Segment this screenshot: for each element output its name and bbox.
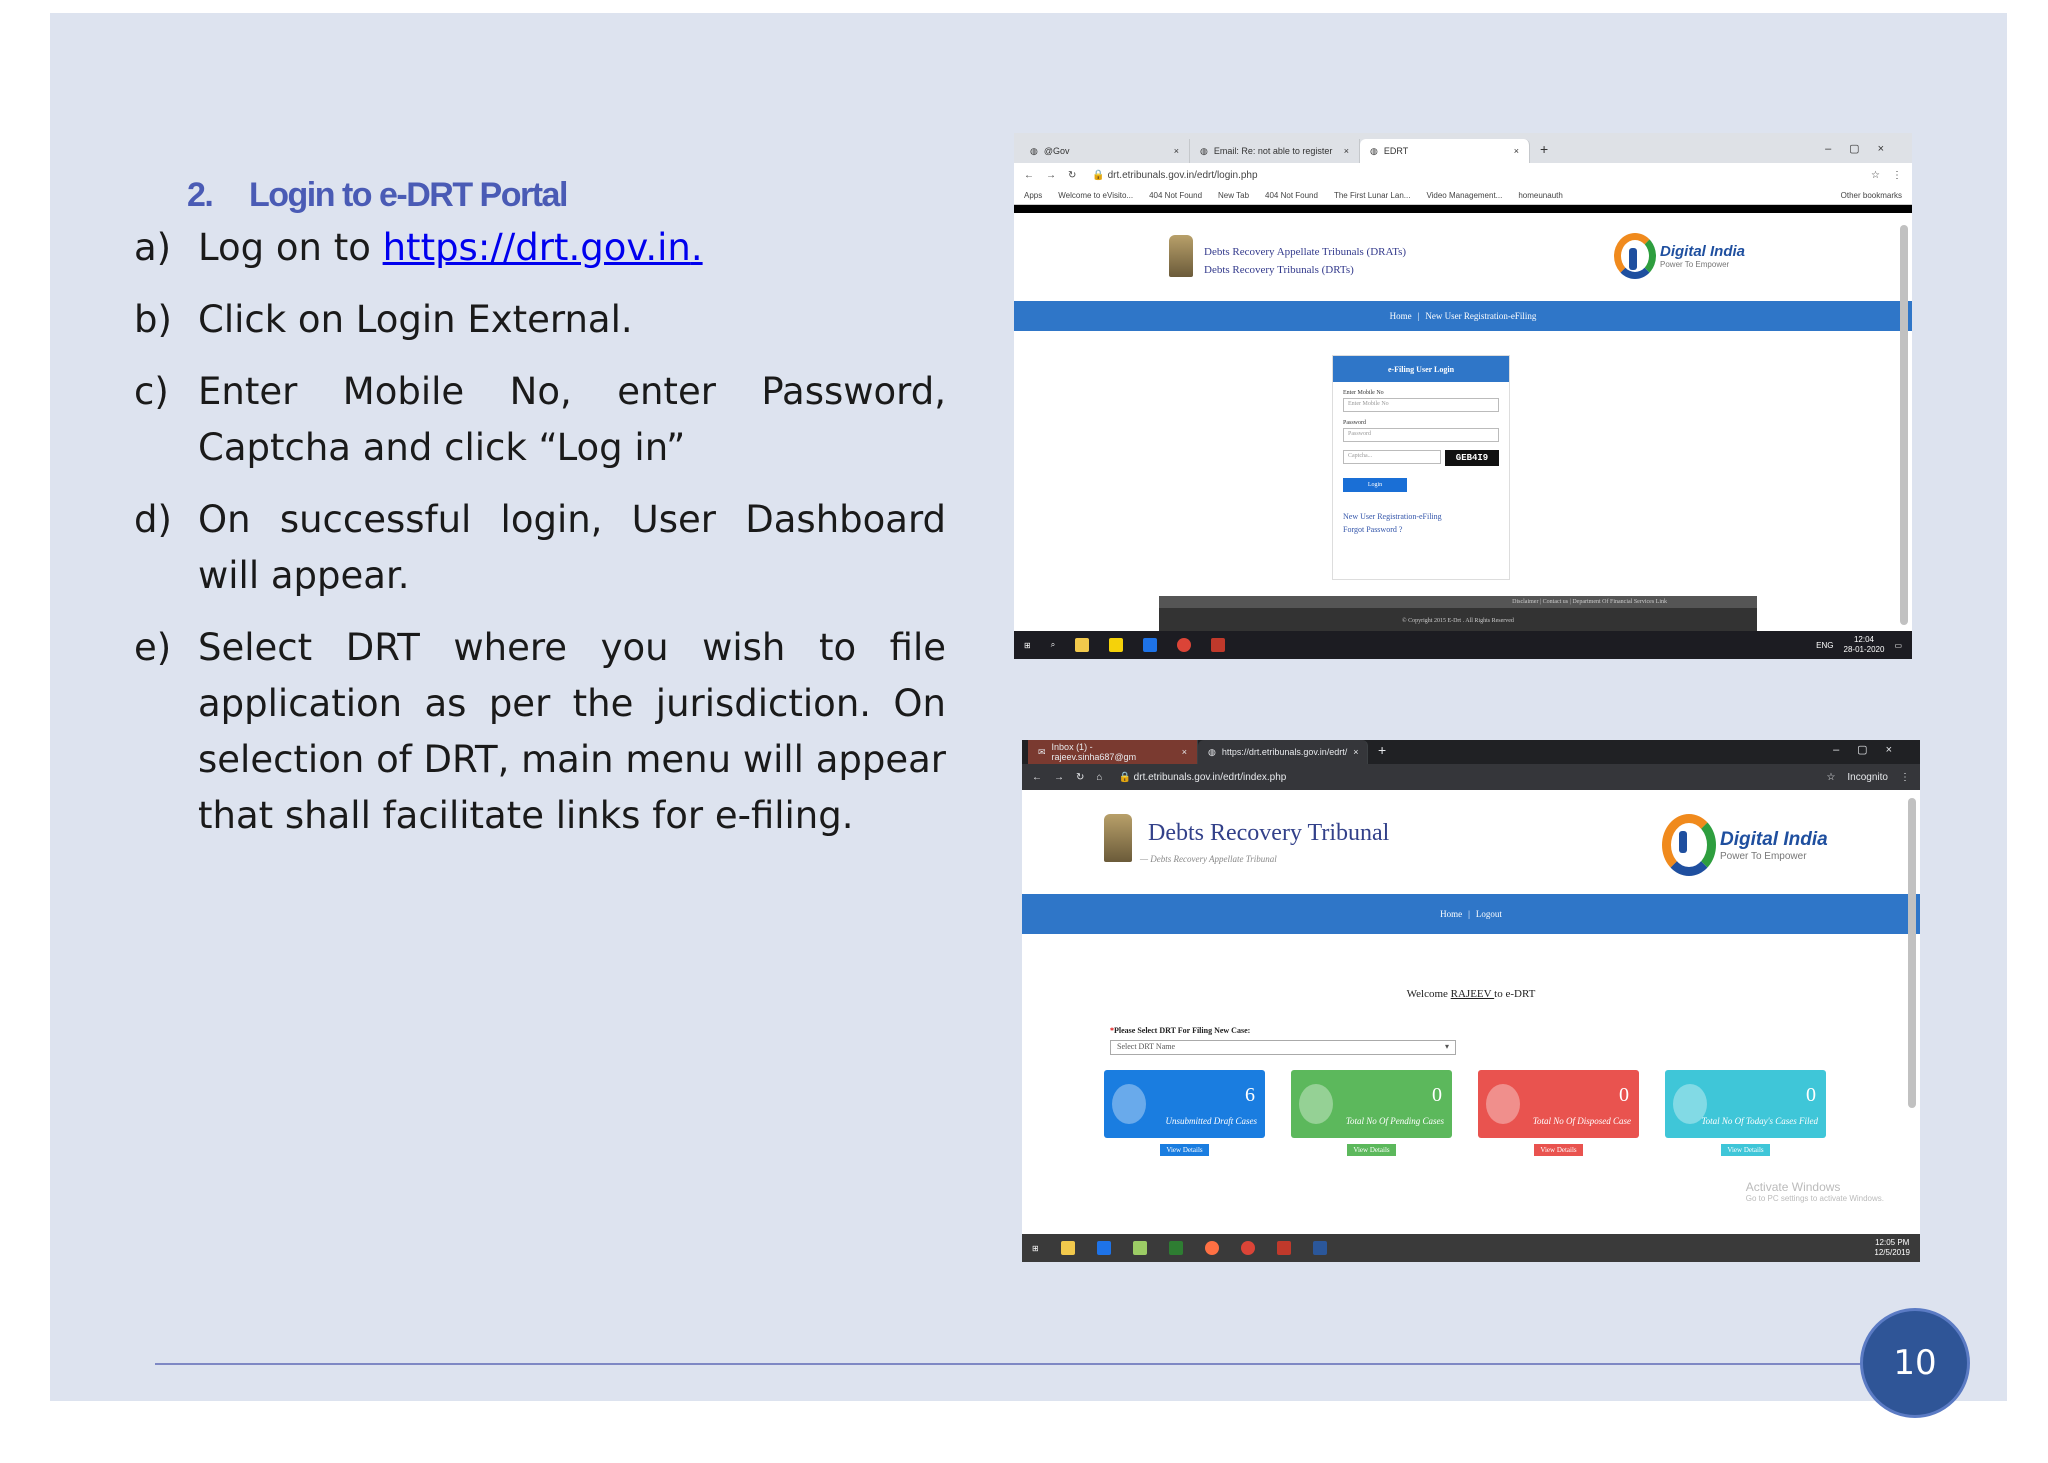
welcome-pre: Welcome [1406,988,1451,1000]
bookmarks-bar [1014,187,1912,205]
close-icon[interactable]: × [1353,747,1359,757]
window-controls-icon[interactable]: –▢× [1833,744,1910,756]
di-title: Digital India [1660,243,1746,260]
mail-icon: ✉ [1038,746,1046,757]
digital-india-logo [1662,814,1828,876]
folder-icon[interactable] [1061,1241,1075,1255]
mobile-label: Enter Mobile No [1343,390,1384,396]
chrome-icon[interactable] [1241,1241,1255,1255]
steps-list [134,220,946,860]
step-text [198,220,946,276]
browser-tab[interactable] [1190,139,1360,163]
incognito-label[interactable]: Incognito [1847,771,1888,783]
di-title: Digital India [1720,828,1828,850]
password-label: Password [1343,420,1367,426]
url-text: drt.etribunals.gov.in/edrt/index.php [1133,771,1287,783]
bookmark-item[interactable]: 404 Not Found [1265,191,1318,200]
bookmark-item[interactable]: homeunauth [1518,191,1563,200]
folder-icon[interactable] [1075,638,1089,652]
site-nav [1014,301,1912,331]
menu-icon[interactable]: ⋮ [1900,771,1910,783]
other-bookmarks[interactable]: Other bookmarks [1840,191,1902,200]
pdf-icon[interactable] [1211,638,1225,652]
nav-separator: | [1417,311,1420,321]
stat-card-wrap [1104,1070,1265,1156]
login-screenshot [1014,133,1912,659]
card-label: Total No Of Disposed Case [1532,1116,1631,1126]
activate-windows-watermark [1746,1180,1884,1203]
card-decoration-icon [1112,1084,1146,1124]
nav-registration[interactable]: New User Registration-eFiling [1425,311,1537,321]
nav-separator: | [1468,909,1470,919]
step-text: Select DRT where you wish to file application as per the jurisdiction. On selection of DRT, main menu will appear that shall facilitate links for e-filing. [198,626,946,837]
login-form [1332,355,1510,580]
login-button[interactable]: Login [1343,478,1407,492]
browser-tabbar [1022,740,1920,764]
org-names [1204,243,1406,279]
mobile-input[interactable]: Enter Mobile No [1343,398,1499,412]
step-text: Enter Mobile No, enter Password, Captcha and click “Log in” [198,370,946,469]
browser-tabbar [1014,133,1912,163]
notification-icon[interactable]: ▭ [1894,640,1902,650]
bookmark-item[interactable]: New Tab [1218,191,1250,200]
di-sub: Power To Empower [1660,260,1730,269]
star-icon[interactable]: ☆ [1871,169,1880,181]
lock-icon: 🔒 [1118,771,1134,783]
footer-divider [155,1363,1865,1365]
page-number-badge [1860,1308,1970,1418]
address-row [1022,764,1920,790]
scrollbar[interactable] [1900,225,1908,625]
bookmark-item[interactable]: The First Lunar Lan... [1333,191,1411,200]
address-bar[interactable] [1088,166,1859,184]
home-icon[interactable]: ⌂ [1096,771,1103,783]
step-letter: a) [134,226,172,269]
site-subtitle: — Debts Recovery Appellate Tribunal [1140,854,1277,864]
emblem-logo [1104,814,1132,862]
view-details-button[interactable]: View Details [1534,1144,1582,1156]
card-label: Total No Of Pending Cases [1345,1116,1444,1126]
card-decoration-icon [1299,1084,1333,1124]
welcome-user: RAJEEV [1450,988,1495,1000]
address-row [1014,163,1912,187]
step-letter: b) [134,298,172,341]
card-count: 0 [1432,1084,1442,1106]
browser-tab[interactable] [1028,740,1198,764]
system-tray [1874,1238,1910,1258]
register-link[interactable]: New User Registration-eFiling [1343,512,1442,521]
stat-cards [1104,1070,1826,1156]
site-header [1014,213,1912,301]
clock-time: 12:04 [1853,635,1874,644]
globe-icon: ◍ [1370,145,1378,156]
site-footer [1159,596,1757,636]
tab-label: @Gov [1043,146,1070,156]
org-line: Debts Recovery Tribunals (DRTs) [1204,264,1354,276]
nav-home[interactable]: Home [1389,311,1412,321]
welcome-message [1022,988,1920,1000]
di-sub: Power To Empower [1720,850,1807,862]
select-label-text: Please Select DRT For Filing New Case: [1114,1026,1251,1035]
step-e [134,620,946,844]
nav-logout[interactable]: Logout [1475,909,1502,919]
step-letter: c) [134,370,169,413]
step-text: On successful login, User Dashboard will appear. [198,498,946,597]
new-tab-icon[interactable]: + [1540,141,1549,157]
close-icon[interactable]: × [1513,146,1519,156]
activate-sub: Go to PC settings to activate Windows. [1745,1194,1884,1203]
captcha-image: GEB4I9 [1445,450,1499,466]
step-letter: d) [134,498,172,541]
windows-taskbar [1014,631,1912,659]
search-icon[interactable]: ⌕ [1050,640,1056,649]
help-icon[interactable] [1109,638,1123,652]
scrollbar[interactable] [1908,798,1916,1108]
draft-cases-card[interactable] [1104,1070,1265,1138]
drt-link[interactable]: https://drt.gov.in [382,226,691,269]
heading-number: 2. [187,176,213,214]
tab-label: EDRT [1383,146,1409,156]
stat-card-wrap [1291,1070,1452,1156]
windows-taskbar [1022,1234,1920,1262]
file-icon[interactable] [1133,1241,1147,1255]
stat-card-wrap [1665,1070,1826,1156]
system-tray [1816,635,1902,655]
back-icon[interactable]: ← [1024,169,1034,181]
clock-date: 12/5/2019 [1874,1248,1910,1257]
word-icon[interactable] [1313,1241,1327,1255]
globe-icon: ◍ [1030,145,1038,156]
captcha-row [1343,450,1499,466]
language-indicator[interactable]: ENG [1816,640,1834,650]
dashboard-screenshot [1022,740,1920,1262]
site-header [1022,790,1920,894]
org-line: Debts Recovery Appellate Tribunals (DRATs) [1204,246,1407,258]
step-b [134,292,946,348]
step-a [134,220,946,276]
clock-date: 28-01-2020 [1843,645,1885,654]
ie-icon[interactable] [1097,1241,1111,1255]
pending-cases-card[interactable] [1291,1070,1452,1138]
reload-icon[interactable]: ↻ [1068,169,1077,181]
url-text: drt.etribunals.gov.in/edrt/login.php [1107,169,1258,181]
required-mark: * [1110,1026,1114,1035]
digital-india-icon [1614,233,1656,279]
window-controls-icon[interactable]: –▢× [1825,143,1902,155]
chrome-icon[interactable] [1177,638,1191,652]
copyright: © Copyright 2015 E-Drt . All Rights Reserved [1402,618,1514,624]
chevron-down-icon: ▾ [1444,1042,1449,1051]
windows-start-icon[interactable]: ⊞ [1032,1243,1039,1253]
digital-india-icon [1662,814,1716,876]
close-icon[interactable]: × [1343,146,1349,156]
browser-tab[interactable] [1020,139,1190,163]
step-c [134,364,946,476]
back-icon[interactable]: ← [1032,771,1042,783]
bookmark-item[interactable]: Video Management... [1426,191,1503,200]
todays-cases-card[interactable] [1665,1070,1826,1138]
forward-icon[interactable]: → [1046,169,1056,181]
forgot-password-link[interactable]: Forgot Password ? [1343,525,1403,534]
menu-icon[interactable]: ⋮ [1892,169,1902,181]
edge-icon[interactable] [1143,638,1157,652]
view-details-button[interactable]: View Details [1160,1144,1208,1156]
welcome-post: to e-DRT [1494,988,1536,1000]
card-count: 6 [1245,1084,1255,1106]
step-prefix: Log on to [198,226,383,269]
step-suffix: . [690,226,703,269]
lock-icon: 🔒 [1092,169,1108,181]
bookmark-item[interactable]: 404 Not Found [1149,191,1203,200]
close-icon[interactable]: × [1181,747,1187,757]
tab-label: Email: Re: not able to register [1213,146,1333,156]
site-title: Debts Recovery Tribunal [1148,820,1390,846]
step-letter: e) [134,626,172,669]
heading-title: Login to e-DRT Portal [249,176,567,214]
reload-icon[interactable]: ↻ [1076,771,1085,783]
step-d [134,492,946,604]
new-tab-icon[interactable]: + [1378,742,1387,758]
drt-select[interactable] [1110,1040,1456,1055]
star-icon[interactable]: ☆ [1826,771,1836,783]
card-count: 0 [1806,1084,1816,1106]
card-count: 0 [1619,1084,1629,1106]
windows-start-icon[interactable]: ⊞ [1024,640,1031,650]
page-number: 10 [1893,1343,1937,1383]
card-decoration-icon [1486,1084,1520,1124]
clock[interactable] [1844,635,1885,655]
disposed-cases-card[interactable] [1478,1070,1639,1138]
address-bar[interactable] [1114,768,1814,786]
forward-icon[interactable]: → [1054,771,1064,783]
footer-links[interactable]: Disclaimer | Contact us | Department Of Financial Services Link [1159,596,1757,608]
browser-tab-active[interactable] [1360,139,1530,163]
card-label: Total No Of Today's Cases Filed [1701,1116,1818,1126]
clock[interactable] [1874,1238,1910,1258]
nav-home[interactable]: Home [1440,909,1463,919]
drt-select-label [1110,1026,1250,1035]
site-nav [1022,894,1920,934]
browser-tab-active[interactable] [1198,740,1368,764]
step-text: Click on Login External. [198,298,633,341]
view-details-button[interactable]: View Details [1721,1144,1769,1156]
tab-label: https://drt.etribunals.gov.in/edrt/ [1221,747,1348,757]
stat-card-wrap [1478,1070,1639,1156]
section-heading [187,176,567,215]
close-icon[interactable]: × [1173,146,1179,156]
clock-time: 12:05 PM [1875,1238,1910,1247]
globe-icon: ◍ [1200,145,1208,156]
emblem-logo [1169,235,1193,277]
view-details-button[interactable]: View Details [1347,1144,1395,1156]
select-value: Select DRT Name [1117,1042,1176,1051]
captcha-input[interactable]: Captcha... [1343,450,1441,464]
bookmark-item[interactable]: Apps [1024,191,1043,200]
pdf-icon[interactable] [1277,1241,1291,1255]
store-icon[interactable] [1169,1241,1183,1255]
tab-label: Inbox (1) - rajeev.sinha687@gm [1051,742,1137,762]
login-title: e-Filing User Login [1333,356,1509,382]
digital-india-logo [1614,233,1745,279]
globe-icon: ◍ [1208,746,1216,757]
page-top-strip [1014,205,1912,213]
card-label: Unsubmitted Draft Cases [1165,1116,1257,1126]
activate-title: Activate Windows [1745,1180,1841,1194]
firefox-icon[interactable] [1205,1241,1219,1255]
bookmark-item[interactable]: Welcome to eVisito... [1058,191,1134,200]
password-input[interactable]: Password [1343,428,1499,442]
